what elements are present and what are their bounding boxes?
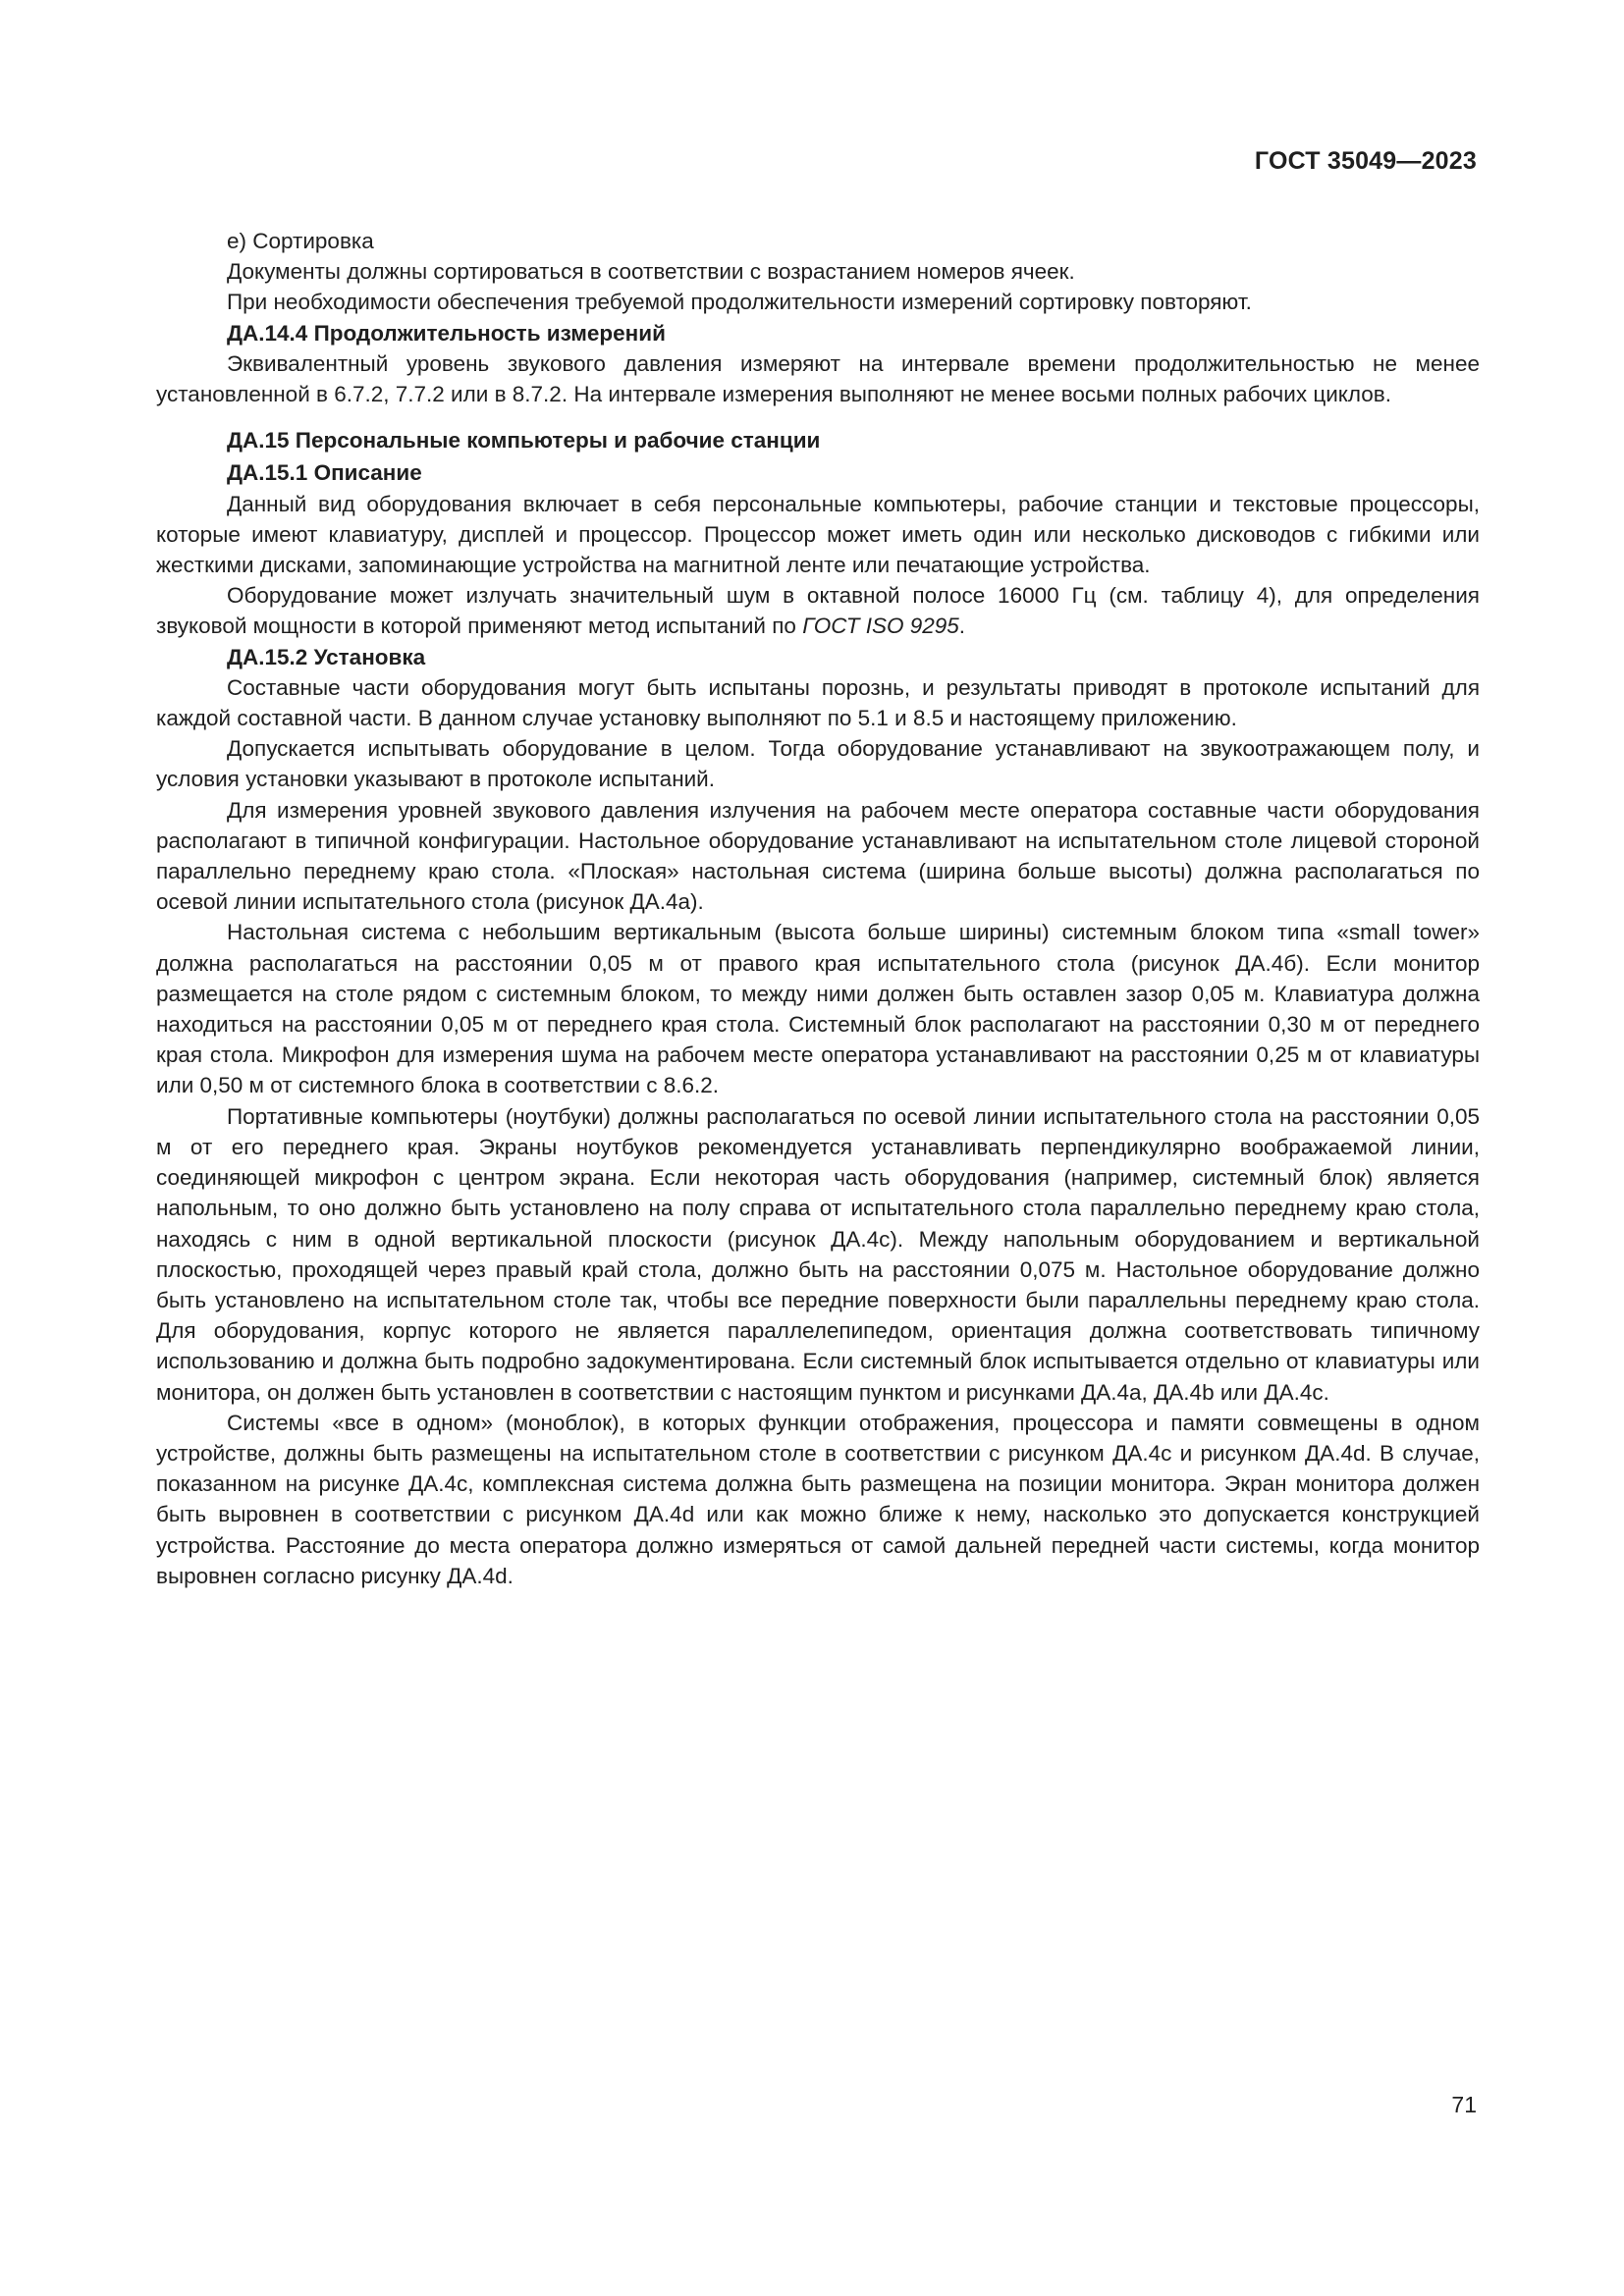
section-heading-15-2: ДА.15.2 Установка (227, 644, 426, 669)
text-run: . (958, 614, 966, 639)
paragraph: Данный вид оборудования включает в себя персональные компьютеры, рабочие станции и текстовые процессоры, которые имеют клавиатуру, дисплей и процессор. Процессор может иметь один или несколько дисководов с гибкими или жесткими дисками, запоминающие устройства на магнитной ленте или печатающие устройства. (156, 491, 1480, 578)
paragraph (156, 580, 1480, 641)
section-heading-15: ДА.15 Персональные компьютеры и рабочие станции (227, 428, 821, 454)
text-run: Оборудование может излучать значительный шум в октавной полосе 16000 Гц (см. таблицу 4), для определения звуковой мощности в которой применяют метод испытаний по (156, 583, 1480, 639)
paragraph: Портативные компьютеры (ноутбуки) должны располагаться по осевой линии испытательного стола на расстоянии 0,05 м от его переднего края. Экраны ноутбуков рекомендуется устанавливать перпендикулярно воображаемой линии, соединяющей микрофон с центром экрана. Если некоторая часть оборудования (например, системный блок) является напольным, то оно должно быть установлено на полу справа от испытательного стола параллельно переднему краю стола, находясь с ним в одной вертикальной плоскости (рисунок ДА.4с). Между напольным оборудованием и вертикальной плоскостью, проходящей через правый край стола, должно быть на расстоянии 0,075 м. Настольное оборудование должно быть установлено на испытательном столе так, чтобы все передние поверхности были параллельны переднему краю стола. Для оборудования, корпус которого не является параллелепипедом, ориентация должна соответствовать типичному использованию и должна быть подробно задокументирована. Если системный блок испытывается отдельно от клавиатуры или монитора, он должен быть установлен в соответствии с настоящим пунктом и рисунками ДА.4a, ДА.4b или ДА.4c. (156, 1103, 1480, 1405)
paragraph: При необходимости обеспечения требуемой продолжительности измерений сортировку повторяют. (227, 290, 1252, 315)
standard-reference: ГОСТ ISO 9295 (802, 614, 959, 639)
page-number: 71 (1451, 2092, 1477, 2117)
paragraph: Допускается испытывать оборудование в целом. Тогда оборудование устанавливают на звукоотражающем полу, и условия установки указывают в протоколе испытаний. (156, 736, 1480, 792)
item-e-heading: е) Сортировка (227, 229, 374, 253)
paragraph: Эквивалентный уровень звукового давления измеряют на интервале времени продолжительностью не менее установленной в 6.7.2, 7.7.2 или в 8.7.2. На интервале измерения выполняют не менее восьми полных рабочих циклов. (156, 350, 1480, 407)
paragraph: Документы должны сортироваться в соответствии с возрастанием номеров ячеек. (227, 259, 1075, 285)
paragraph: Составные части оборудования могут быть испытаны порознь, и результаты приводят в протоколе испытаний для каждой составной части. В данном случае установку выполняют по 5.1 и 8.5 и настоящему приложению. (156, 674, 1480, 731)
paragraph: Настольная система с небольшим вертикальным (высота больше ширины) системным блоком типа «small tower» должна располагаться на расстоянии 0,05 м от правого края испытательного стола (рисунок ДА.4б). Если монитор размещается на столе рядом с системным блоком, то между ними должен быть оставлен зазор 0,05 м. Клавиатура должна находиться на расстоянии 0,05 м от переднего края стола. Системный блок располагают на расстоянии 0,30 м от переднего края стола. Микрофон для измерения шума на рабочем месте оператора устанавливают на расстоянии 0,25 м от клавиатуры или 0,50 м от системного блока в соответствии с 8.6.2. (156, 920, 1480, 1098)
paragraph: Для измерения уровней звукового давления излучения на рабочем месте оператора составные части оборудования располагают в типичной конфигурации. Настольное оборудование устанавливают на испытательном столе лицевой стороной параллельно переднему краю стола. «Плоская» настольная система (ширина больше высоты) должна располагаться по осевой линии испытательного стола (рисунок ДА.4a). (156, 797, 1480, 915)
section-heading-15-1: ДА.15.1 Описание (227, 460, 422, 486)
document-body (156, 226, 1480, 1591)
section-heading-14-4: ДА.14.4 Продолжительность измерений (227, 320, 666, 346)
document-id-header: ГОСТ 35049—2023 (1254, 147, 1477, 175)
paragraph: Системы «все в одном» (моноблок), в которых функции отображения, процессора и памяти совмещены в одном устройстве, должны быть размещены на испытательном столе в соответствии с рисунком ДА.4c и рисунком ДА.4d. В случае, показанном на рисунке ДА.4c, комплексная система должна быть размещена на позиции монитора. Экран монитора должен быть выровнен в соответствии с рисунком ДА.4d или как можно ближе к нему, насколько это допускается конструкцией устройства. Расстояние до места оператора должно измеряться от самой дальней передней части системы, когда монитор выровнен согласно рисунку ДА.4d. (156, 1410, 1480, 1588)
